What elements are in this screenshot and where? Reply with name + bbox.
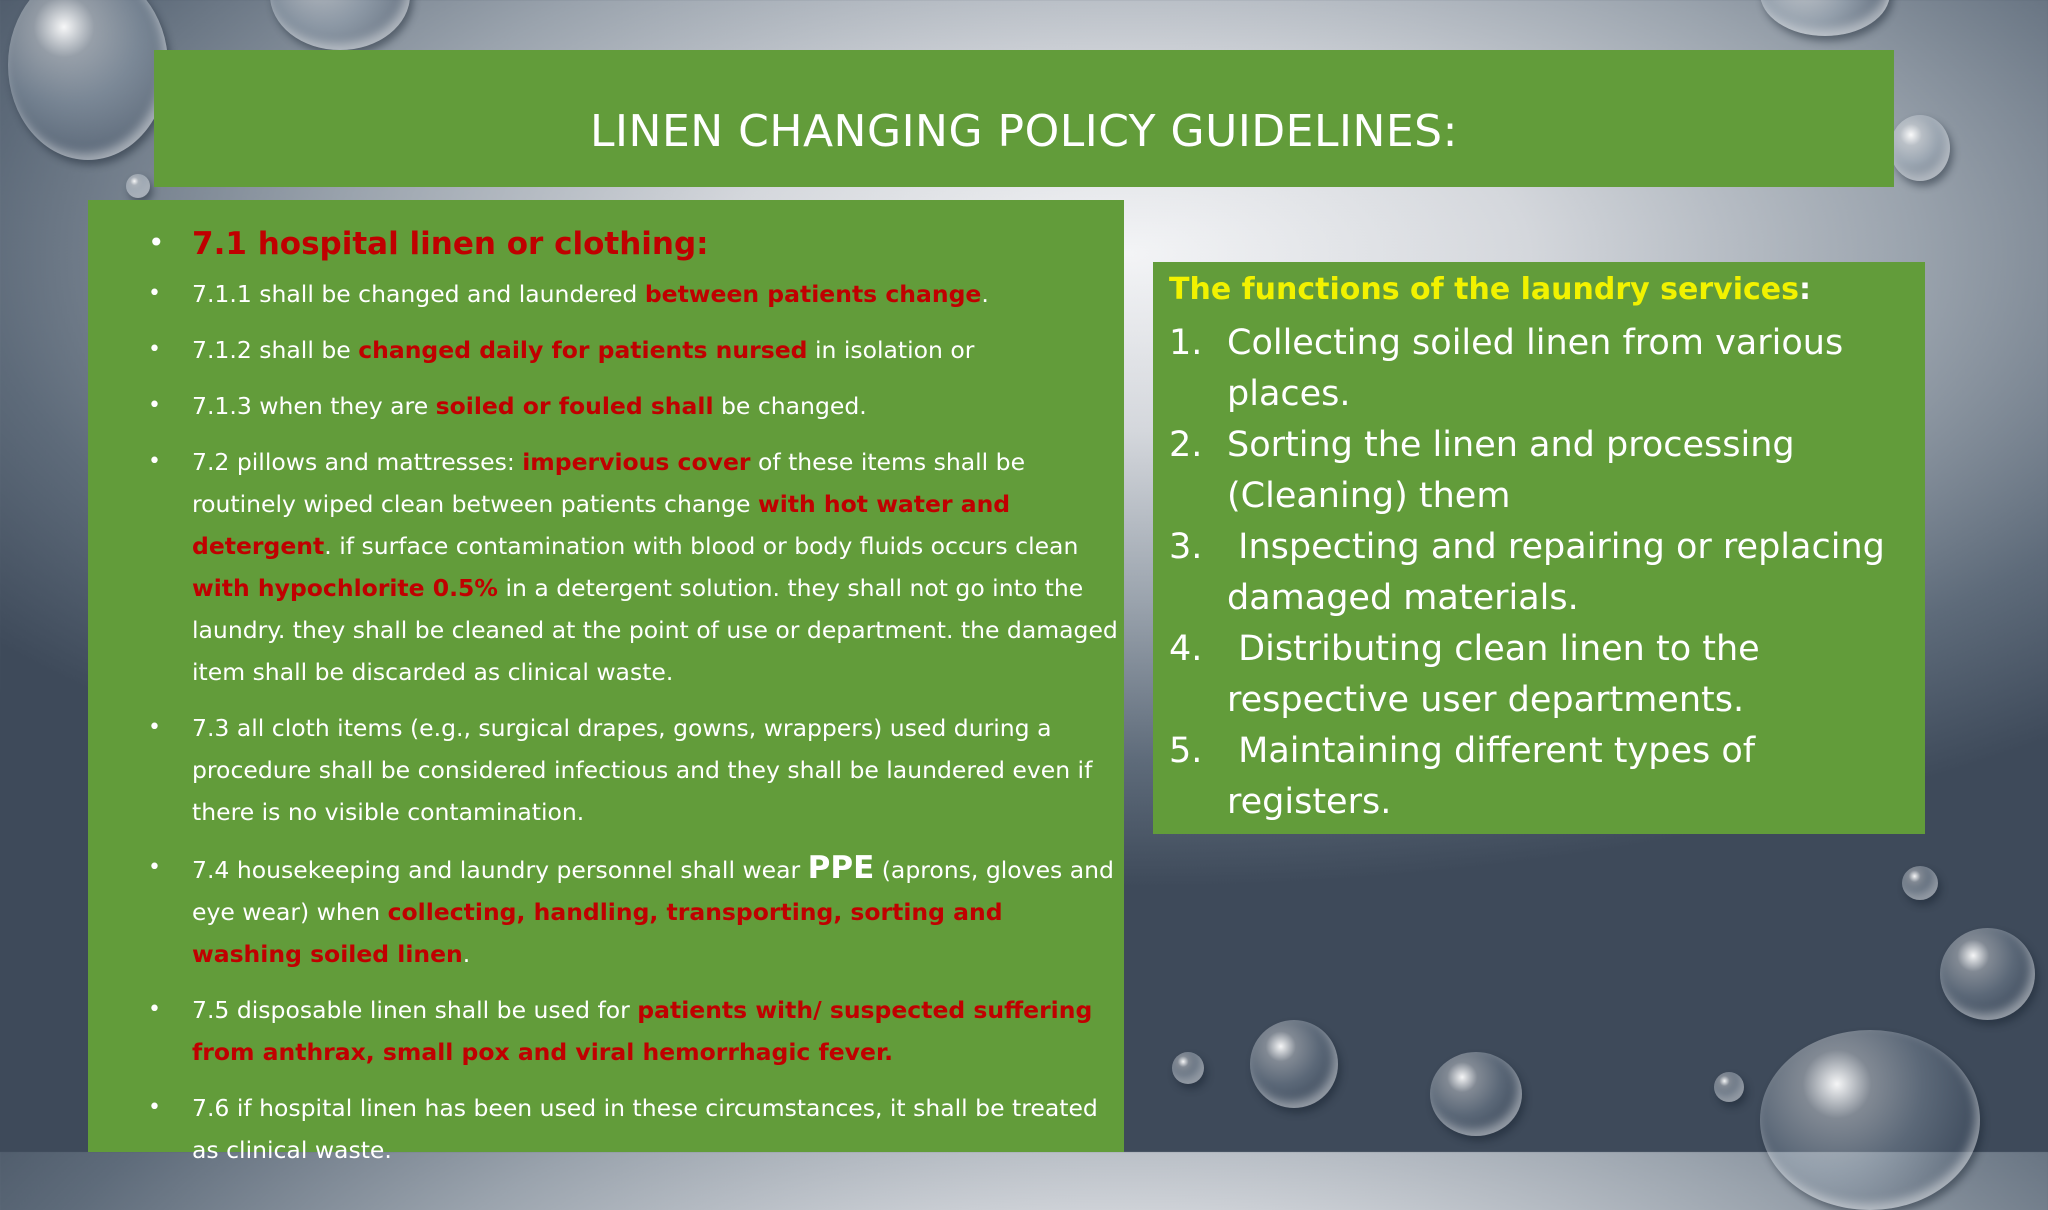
function-item [1169, 522, 1919, 624]
function-number: 2. [1169, 425, 1203, 465]
functions-heading: The functions of the laundry services: [1169, 272, 1811, 307]
water-drop-decoration [1760, 1030, 1980, 1210]
policy-panel [88, 200, 1124, 1164]
policy-text: in isolation or [807, 336, 975, 364]
function-number: 1. [1169, 323, 1203, 363]
policy-list [138, 222, 1118, 1185]
water-drop-decoration [1250, 1020, 1338, 1108]
policy-text: in a detergent solution. they shall not go into the laundry. they shall be cleaned at the point of use or department. the damaged item shall be discarded as clinical waste. [192, 574, 1118, 686]
water-drop-decoration [1430, 1052, 1522, 1136]
water-drop-decoration [126, 174, 150, 198]
policy-text: 7.4 housekeeping and laundry personnel shall wear [192, 856, 808, 884]
policy-heading [138, 222, 1118, 267]
function-item [1169, 318, 1919, 420]
policy-text: . [462, 940, 471, 968]
function-number: 5. [1169, 731, 1203, 771]
bullet-icon: • [148, 449, 161, 474]
function-text: Collecting soiled linen from various places. [1227, 323, 1855, 414]
policy-text: of these items shall be routinely wiped clean between patients change [192, 448, 1026, 518]
function-text: Inspecting and repairing or replacing damaged materials. [1227, 527, 1896, 618]
functions-panel [1153, 262, 1925, 834]
policy-text: 7.1.3 when they are [192, 392, 436, 420]
slide-title: LINEN CHANGING POLICY GUIDELINES: [590, 106, 1458, 157]
highlighted-text: changed daily for patients nursed [358, 336, 808, 364]
policy-text: 7.5 disposable linen shall be used for [192, 996, 638, 1024]
policy-item [138, 847, 1118, 975]
ppe-text: PPE [807, 850, 875, 886]
bullet-icon: • [148, 337, 161, 362]
water-drop-decoration [1714, 1072, 1744, 1102]
policy-text: 7.1.1 shall be changed and laundered [192, 280, 645, 308]
function-number: 3. [1169, 527, 1203, 567]
water-drop-decoration [1940, 928, 2035, 1020]
policy-text: be changed. [713, 392, 867, 420]
policy-item [138, 441, 1118, 693]
bullet-icon: • [148, 1095, 161, 1120]
function-text: Distributing clean linen to the respective user departments. [1227, 629, 1771, 720]
bullet-icon: • [148, 997, 161, 1022]
highlighted-text: with hot water and detergent [192, 490, 1011, 560]
function-item [1169, 624, 1919, 726]
water-drop-decoration [1172, 1052, 1204, 1084]
highlighted-text: impervious cover [522, 448, 751, 476]
highlighted-text: patients with/ suspected suffering from anthrax, small pox and viral hemorrhagic fever. [192, 996, 1093, 1066]
functions-list [1169, 318, 1919, 828]
policy-item [138, 989, 1118, 1073]
bullet-icon: • [148, 393, 161, 418]
policy-item [138, 707, 1118, 833]
highlighted-text: 7.1 hospital linen or clothing: [192, 226, 709, 262]
bullet-icon: • [148, 715, 161, 740]
policy-item [138, 329, 1118, 371]
bullet-icon: • [148, 226, 165, 259]
water-drop-decoration [270, 0, 410, 50]
water-drop-decoration [1902, 866, 1938, 900]
policy-text: . [981, 280, 989, 308]
policy-item [138, 273, 1118, 315]
policy-text: 7.2 pillows and mattresses: [192, 448, 523, 476]
water-drop-decoration [1760, 0, 1890, 36]
bullet-icon: • [148, 281, 161, 306]
highlighted-text: between patients change [644, 280, 982, 308]
function-item [1169, 726, 1919, 828]
function-text: Sorting the linen and processing (Cleaning) them [1227, 425, 1806, 516]
policy-text: 7.3 all cloth items (e.g., surgical drapes, gowns, wrappers) used during a procedure shall be considered infectious and they shall be laundered even if there is no visible contamination. [192, 714, 1093, 826]
policy-text: 7.1.2 shall be [192, 336, 359, 364]
function-number: 4. [1169, 629, 1203, 669]
highlighted-text: with hypochlorite 0.5% [192, 574, 498, 602]
function-item [1169, 420, 1919, 522]
bullet-icon: • [148, 855, 161, 880]
policy-item [138, 385, 1118, 427]
policy-item [138, 1087, 1118, 1171]
function-text: Maintaining different types of registers. [1227, 731, 1767, 822]
policy-text: . if surface contamination with blood or body fluids occurs clean [324, 532, 1079, 560]
highlighted-text: collecting, handling, transporting, sorting and washing soiled linen [192, 898, 1003, 968]
policy-text: 7.6 if hospital linen has been used in these circumstances, it shall be treated as clinical waste. [192, 1094, 1098, 1164]
water-drop-decoration [8, 0, 168, 160]
highlighted-text: soiled or fouled shall [435, 392, 714, 420]
title-panel [154, 50, 1894, 187]
policy-text: (aprons, gloves and eye wear) when [192, 856, 1114, 926]
water-drop-decoration [1890, 115, 1950, 181]
